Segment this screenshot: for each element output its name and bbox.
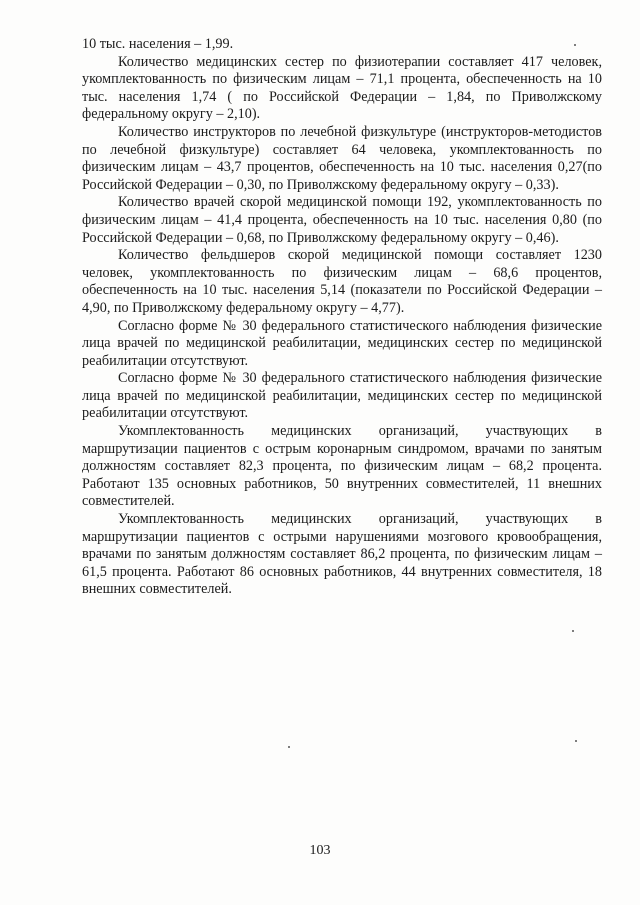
scan-speck: [572, 630, 574, 632]
page-number: 103: [309, 843, 331, 858]
paragraph-form-30-first: Согласно форме № 30 федерального статистического наблюдения физические лица врачей по медицинской реабилитации, медицинских сестер по медицинской реабилитации отсутствуют.: [82, 317, 602, 369]
paragraph-stroke-staffing: Укомплектованность медицинских организаций, участвующих в маршрутизации пациентов с острыми нарушениями мозгового кровообращения, врачами по занятым должностям составляет 86,2 процента, по физическим лицам – 61,5 процента. Работают 86 основных работников, 44 внутренних совместителя, 18 внешних совместителей.: [82, 511, 602, 598]
paragraph-emergency-doctors: Количество врачей скорой медицинской помощи 192, укомплектованность по физическим лицам – 41,4 процента, обеспеченность на 10 тыс. населения 0,80 (по Российской Федерации – 0,68, по Приволжскому федеральному округу – 0,46).: [82, 194, 602, 246]
scan-speck: [288, 746, 290, 748]
scan-speck: [574, 44, 576, 46]
paragraph-continuation: 10 тыс. населения – 1,99.: [82, 36, 234, 52]
body-text: [82, 36, 602, 599]
scan-speck: [575, 740, 577, 742]
paragraph-physio-nurses: Количество медицинских сестер по физиотерапии составляет 417 человек, укомплектованность по физическим лицам – 71,1 процента, обеспеченность на 10 тыс. населения 1,74 ( по Российской Федерации – 1,84, по Приволжскому федеральному округу – 2,10).: [82, 53, 602, 123]
paragraph-acs-staffing: Укомплектованность медицинских организаций, участвующих в маршрутизации пациентов с острым коронарным синдромом, врачами по занятым должностям составляет 82,3 процента, по физическим лицам – 68,2 процента. Работают 135 основных работников, 50 внутренних совместителей, 11 внешних совместителей.: [82, 423, 602, 510]
paragraph-emergency-paramedics: Количество фельдшеров скорой медицинской помощи составляет 1230 человек, укомплектованность по физическим лицам – 68,6 процентов, обеспеченность на 10 тыс. населения 5,14 (показатели по Российской Федерации –4,90, по Приволжскому федеральному округу – 4,77).: [82, 247, 602, 316]
paragraph-form-30-second: Согласно форме № 30 федерального статистического наблюдения физические лица врачей по медицинской реабилитации, медицинских сестер по медицинской реабилитации отсутствуют.: [82, 370, 602, 422]
paragraph-exercise-therapy-instructors: Количество инструкторов по лечебной физкультуре (инструкторов-методистов по лечебной физкультуре) составляет 64 человека, укомплектованность по физическим лицам – 43,7 процентов, обеспеченность на 10 тыс. населения 0,27(по Российской Федерации – 0,30, по Приволжскому федеральному округу – 0,33).: [82, 123, 602, 193]
